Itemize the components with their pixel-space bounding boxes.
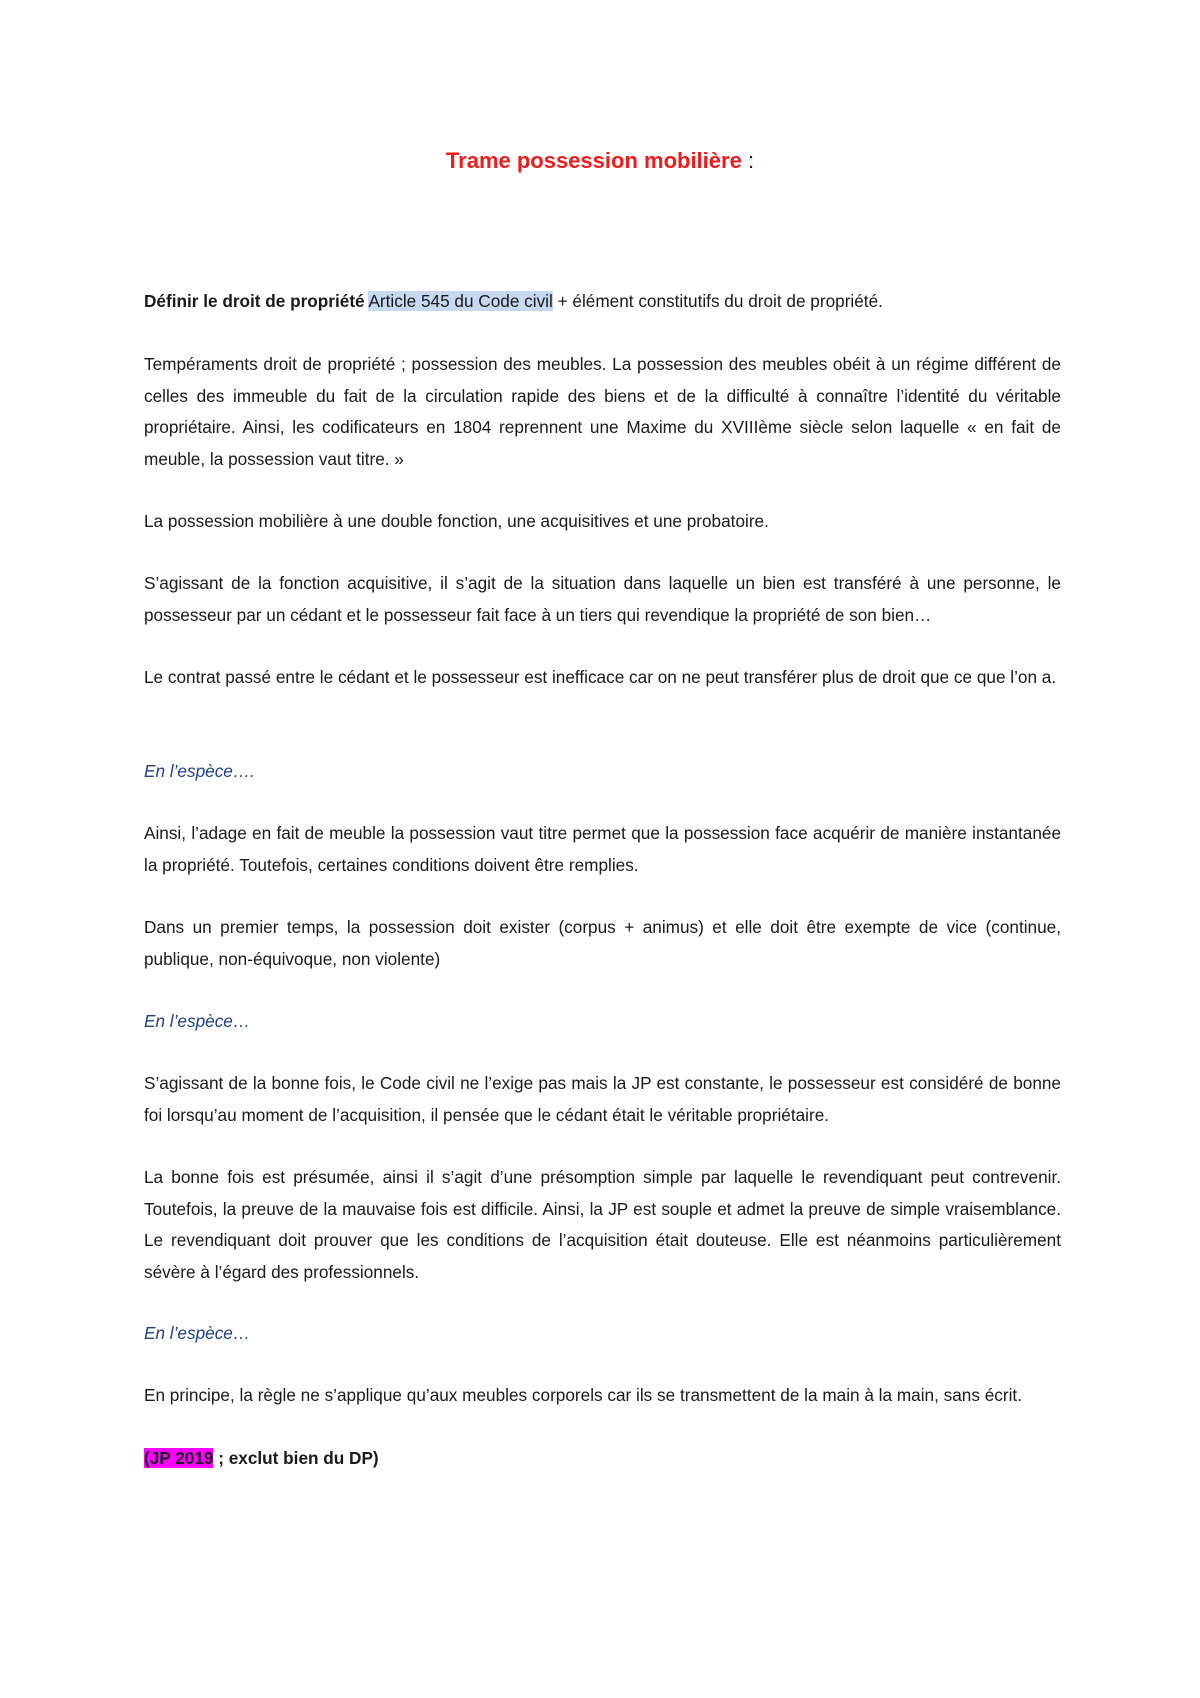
- article-highlight: Article 545 du Code civil: [368, 291, 553, 311]
- definition-rest: + élément constitutifs du droit de propriété.: [552, 291, 883, 311]
- paragraph-jp-2019: [144, 1443, 1061, 1475]
- paragraph-fonction-acquisitive: S’agissant de la fonction acquisitive, il s’agit de la situation dans laquelle un bien est transféré à une personne, le possesseur par un cédant et le possesseur fait face à un tiers qui revendique la propriété de son bien…: [144, 573, 1061, 625]
- espece-3: En l’espèce…: [144, 1323, 251, 1343]
- paragraph-contrat: Le contrat passé entre le cédant et le possesseur est inefficace car on ne peut transférer plus de droit que ce que l’on a.: [144, 667, 1057, 687]
- title-colon: :: [741, 148, 755, 173]
- jp-rest: ; exclut bien du DP): [213, 1448, 379, 1468]
- espece-2: En l’espèce…: [144, 1011, 251, 1031]
- title-text: Trame possession mobilière: [445, 148, 742, 173]
- page-title: [0, 148, 1200, 174]
- paragraph-bonne-foi: S’agissant de la bonne fois, le Code civil ne l’exige pas mais la JP est constante, le possesseur est considéré de bonne foi lorsqu’au moment de l’acquisition, il pensée que le cédant était le véritable propriétaire.: [144, 1073, 1061, 1125]
- paragraph-principe: En principe, la règle ne s’applique qu’aux meubles corporels car ils se transmettent de la main à la main, sans écrit.: [144, 1385, 1022, 1405]
- jp-highlight: (JP 2019: [144, 1448, 214, 1468]
- paragraph-premier-temps: Dans un premier temps, la possession doit exister (corpus + animus) et elle doit être exempte de vice (continue, publique, non-équivoque, non violente): [144, 917, 1061, 969]
- paragraph-adage: Ainsi, l’adage en fait de meuble la possession vaut titre permet que la possession face acquérir de manière instantanée la propriété. Toutefois, certaines conditions doivent être remplies.: [144, 823, 1061, 875]
- paragraph-presomption: La bonne fois est présumée, ainsi il s’agit d’une présomption simple par laquelle le revendiquant peut contrevenir. Toutefois, la preuve de la mauvaise fois est difficile. Ainsi, la JP est souple et admet la preuve de simple vraisemblance. Le revendiquant doit prouver que les conditions de l’acquisition était douteuse. Elle est néanmoins particulièrement sévère à l’égard des professionnels.: [144, 1167, 1061, 1282]
- paragraph-temperaments: Tempéraments droit de propriété ; possession des meubles. La possession des meubles obéit à un régime différent de celles des immeuble du fait de la circulation rapide des biens et de la difficulté à connaître l’identité du véritable propriétaire. Ainsi, les codificateurs en 1804 reprennent une Maxime du XVIIIème siècle selon laquelle « en fait de meuble, la possession vaut titre. »: [144, 354, 1061, 469]
- espece-1: En l’espèce….: [144, 761, 255, 781]
- definition-bold: Définir le droit de propriété: [144, 291, 365, 311]
- paragraph-definition: [144, 286, 1061, 318]
- paragraph-double-fonction: La possession mobilière à une double fonction, une acquisitives et une probatoire.: [144, 511, 769, 531]
